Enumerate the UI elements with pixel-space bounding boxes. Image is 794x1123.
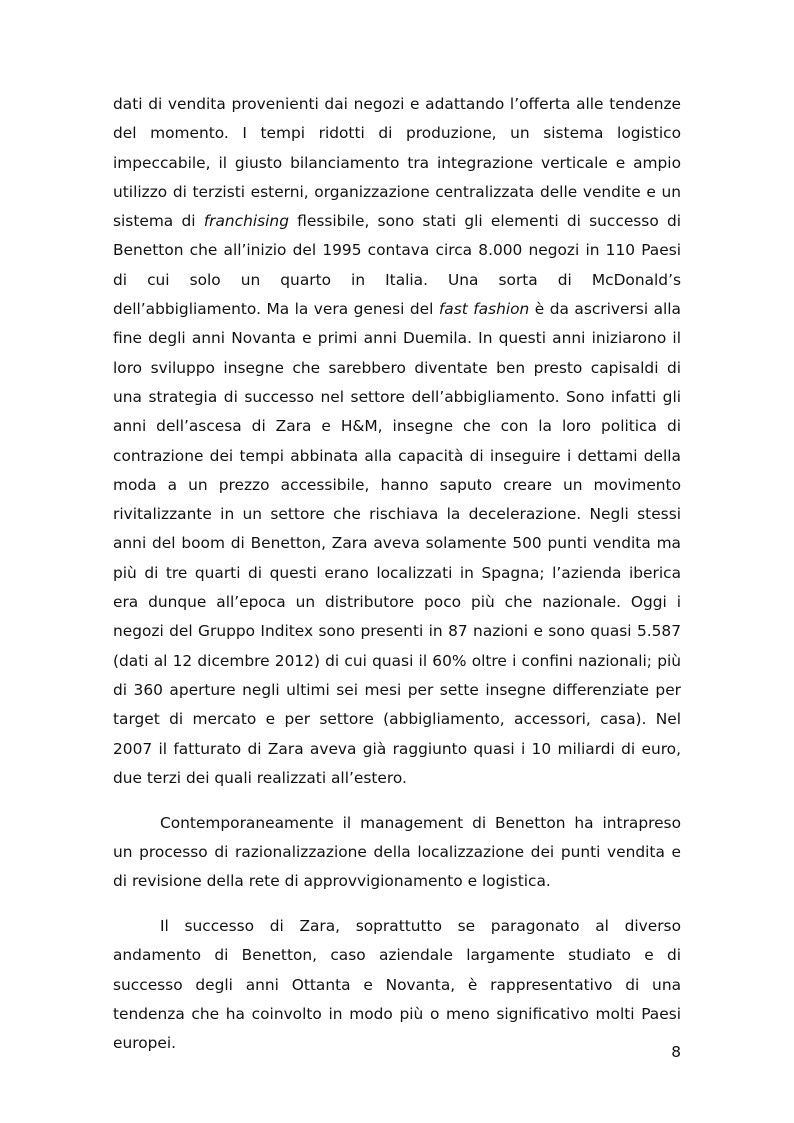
italic-term-franchising: franchising — [203, 212, 289, 231]
paragraph-1-text-part-2: flessibile, sono stati gli elementi di successo di Benetton che all’inizio del 1995 contava circa 8.000 negozi in 110 Paesi di cui solo un quarto in Italia. Una sorta di McDonald’s dell’abbigliamento. Ma la vera genesi del — [113, 212, 681, 319]
paragraph-1-text-part-1: dati di vendita provenienti dai negozi e adattando l’offerta alle tendenze del momento. I tempi ridotti di produzione, un sistema logistico impeccabile, il giusto bilanciamento tra integrazione verticale e ampio utilizzo di terzisti esterni, organizzazione centralizzata delle vendite e un sistema di — [113, 95, 681, 231]
page-number: 8 — [671, 1043, 681, 1061]
body-paragraph-3: Il successo di Zara, soprattutto se paragonato al diverso andamento di Benetton, caso aziendale largamente studiato e di successo degli anni Ottanta e Novanta, è rappresentativo di una tendenza che ha coinvolto in modo più o meno significativo molti Paesi europei. — [113, 917, 681, 1053]
document-page — [113, 90, 681, 1059]
italic-term-fast-fashion: fast fashion — [438, 300, 530, 319]
body-paragraph-2: Contemporaneamente il management di Benetton ha intrapreso un processo di razionalizzazione della localizzazione dei punti vendita e di revisione della rete di approvvigionamento e logistica. — [113, 813, 681, 891]
body-paragraph-1 — [113, 90, 681, 793]
paragraph-1-text-part-3: è da ascriversi alla fine degli anni Novanta e primi anni Duemila. In questi anni iniziarono il loro sviluppo insegne che sarebbero diventate ben presto capisaldi di una strategia di successo nel settore dell’abbigliamento. Sono infatti gli anni dell’ascesa di Zara e H&M, insegne che con la loro politica di contrazione dei tempi abbinata alla capacità di inseguire i dettami della moda a un prezzo accessibile, hanno saputo creare un movimento rivitalizzante in un settore che rischiava la decelerazione. Negli stessi anni del boom di Benetton, Zara aveva solamente 500 punti vendita ma più di tre quarti di questi erano localizzati in Spagna; l’azienda iberica era dunque all’epoca un distributore poco più che nazionale. Oggi i negozi del Gruppo Inditex sono presenti in 87 nazioni e sono quasi 5.587 (dati al 12 dicembre 2012) di cui quasi il 60% oltre i confini nazionali; più di 360 aperture negli ultimi sei mesi per sette insegne differenziate per target di mercato e per settore (abbigliamento, accessori, casa). Nel 2007 il fatturato di Zara aveva già raggiunto quasi i 10 miliardi di euro, due terzi dei quali realizzati all’estero. — [113, 300, 681, 787]
